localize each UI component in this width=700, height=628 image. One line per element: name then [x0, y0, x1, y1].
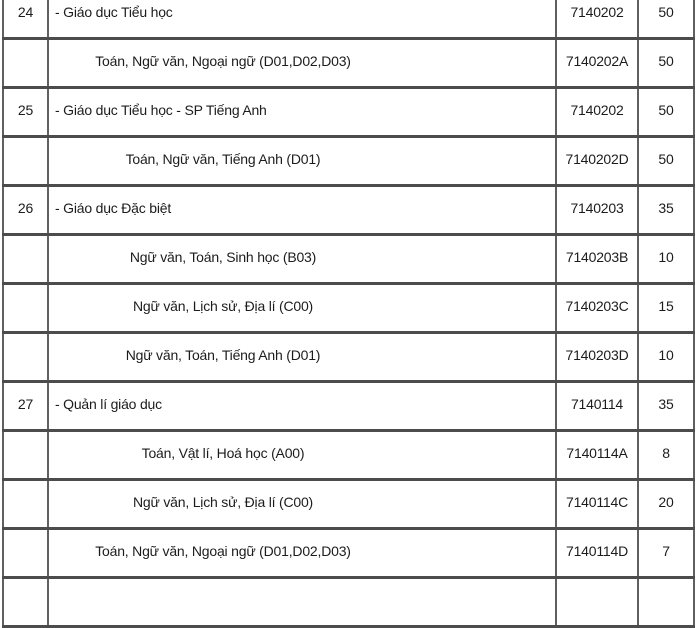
table-row: [3, 235, 694, 284]
major-name-cell: - Giáo dục Tiểu học: [48, 0, 556, 39]
quota-cell: 50: [638, 39, 694, 88]
major-code-cell: 7140203B: [556, 235, 638, 284]
quota-cell: 50: [638, 137, 694, 186]
quota-cell: 50: [638, 0, 694, 39]
table-row: [3, 333, 694, 382]
major-code-cell: [556, 578, 638, 627]
major-code-cell: 7140203C: [556, 284, 638, 333]
quota-cell: 50: [638, 88, 694, 137]
admission-quota-table: [2, 0, 695, 628]
major-code-cell: 7140114D: [556, 529, 638, 578]
major-name-cell: - Quản lí giáo dục: [48, 382, 556, 431]
major-code-cell: 7140203: [556, 186, 638, 235]
row-number-cell: [3, 578, 48, 627]
major-name-cell: - Giáo dục Tiểu học - SP Tiếng Anh: [48, 88, 556, 137]
row-number-cell: 24: [3, 0, 48, 39]
table-row: [3, 284, 694, 333]
major-code-cell: 7140114C: [556, 480, 638, 529]
row-number-cell: 26: [3, 186, 48, 235]
row-number-cell: [3, 333, 48, 382]
table-row: [3, 480, 694, 529]
row-number-cell: [3, 529, 48, 578]
major-name-cell: - Giáo dục Đặc biệt: [48, 186, 556, 235]
quota-cell: 8: [638, 431, 694, 480]
major-name-cell: Ngữ văn, Lịch sử, Địa lí (C00): [48, 284, 556, 333]
table-row: [3, 382, 694, 431]
major-code-cell: 7140202D: [556, 137, 638, 186]
major-code-cell: 7140202: [556, 88, 638, 137]
major-code-cell: 7140114A: [556, 431, 638, 480]
major-code-cell: 7140202: [556, 0, 638, 39]
quota-cell: [638, 578, 694, 627]
table-row: [3, 529, 694, 578]
row-number-cell: [3, 480, 48, 529]
row-number-cell: [3, 284, 48, 333]
row-number-cell: [3, 137, 48, 186]
table-row: [3, 0, 694, 39]
major-name-cell: Toán, Ngữ văn, Ngoại ngữ (D01,D02,D03): [48, 39, 556, 88]
row-number-cell: [3, 235, 48, 284]
row-number-cell: 27: [3, 382, 48, 431]
quota-cell: 10: [638, 333, 694, 382]
major-name-cell: Ngữ văn, Toán, Tiếng Anh (D01): [48, 333, 556, 382]
table-row: [3, 137, 694, 186]
table-row: [3, 39, 694, 88]
table-row: [3, 186, 694, 235]
quota-cell: 35: [638, 186, 694, 235]
table-row: [3, 578, 694, 627]
quota-cell: 20: [638, 480, 694, 529]
major-name-cell: Toán, Vật lí, Hoá học (A00): [48, 431, 556, 480]
major-name-cell: Toán, Ngữ văn, Tiếng Anh (D01): [48, 137, 556, 186]
table-row: [3, 88, 694, 137]
quota-table-body: [3, 0, 694, 627]
quota-cell: 7: [638, 529, 694, 578]
quota-cell: 15: [638, 284, 694, 333]
major-code-cell: 7140202A: [556, 39, 638, 88]
quota-cell: 10: [638, 235, 694, 284]
major-name-cell: Ngữ văn, Toán, Sinh học (B03): [48, 235, 556, 284]
major-code-cell: 7140203D: [556, 333, 638, 382]
row-number-cell: [3, 431, 48, 480]
table-row: [3, 431, 694, 480]
row-number-cell: [3, 39, 48, 88]
quota-cell: 35: [638, 382, 694, 431]
row-number-cell: 25: [3, 88, 48, 137]
major-name-cell: [48, 578, 556, 627]
major-name-cell: Ngữ văn, Lịch sử, Địa lí (C00): [48, 480, 556, 529]
major-name-cell: Toán, Ngữ văn, Ngoại ngữ (D01,D02,D03): [48, 529, 556, 578]
major-code-cell: 7140114: [556, 382, 638, 431]
